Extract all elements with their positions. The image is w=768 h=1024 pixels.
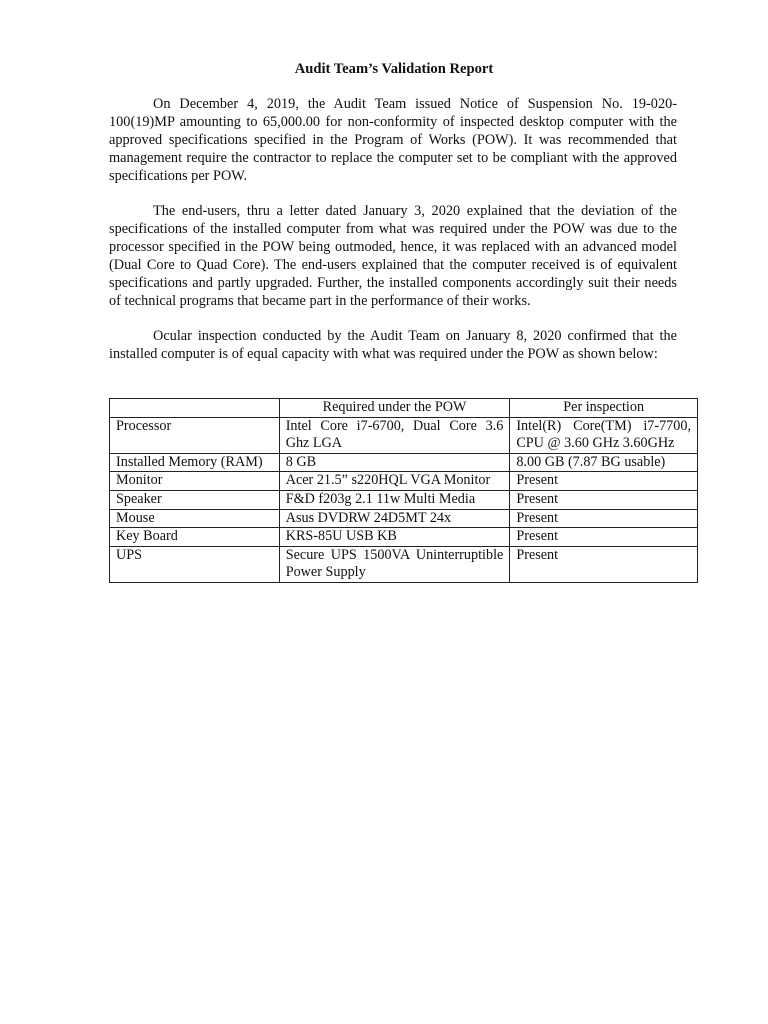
paragraph-ocular-inspection: Ocular inspection conducted by the Audit Team on January 8, 2020 confirmed that the installed computer is of equal capacity with what was required under the POW as shown below: <box>109 328 677 362</box>
table-row <box>110 546 698 582</box>
table-cell-inspection: Present <box>510 528 698 547</box>
table-cell-component: Speaker <box>110 490 280 509</box>
report-title: Audit Team’s Validation Report <box>294 61 494 77</box>
table-cell-component: Mouse <box>110 509 280 528</box>
table-header-inspection: Per inspection <box>510 399 698 418</box>
table-header-required: Required under the POW <box>279 399 510 418</box>
table-cell-component: Key Board <box>110 528 280 547</box>
table-cell-required: KRS-85U USB KB <box>279 528 510 547</box>
table-row <box>110 472 698 491</box>
table-cell-inspection: Intel(R) Core(TM) i7-7700, CPU @ 3.60 GHz 3.60GHz <box>510 417 698 453</box>
table-cell-component: UPS <box>110 546 280 582</box>
table-cell-inspection: Present <box>510 490 698 509</box>
table-cell-component: Monitor <box>110 472 280 491</box>
table-cell-inspection: 8.00 GB (7.87 BG usable) <box>510 453 698 472</box>
table-cell-component: Installed Memory (RAM) <box>110 453 280 472</box>
table-header-row <box>110 399 698 418</box>
table-row <box>110 417 698 453</box>
table-cell-component: Processor <box>110 417 280 453</box>
table-row <box>110 528 698 547</box>
table-cell-required: Acer 21.5” s220HQL VGA Monitor <box>279 472 510 491</box>
table-cell-required: Asus DVDRW 24D5MT 24x <box>279 509 510 528</box>
table-cell-inspection: Present <box>510 472 698 491</box>
specifications-table <box>109 398 698 583</box>
paragraph-end-users-explanation: The end-users, thru a letter dated January 3, 2020 explained that the deviation of the specifications of the installed computer from what was required under the POW was due to the processor specified in the POW being outmoded, hence, it was replaced with an advanced model (Dual Core to Quad Core). The end-users explained that the computer received is of equivalent specifications and partly upgraded. Further, the installed components accordingly suit their needs of technical programs that became part in the performance of their works. <box>109 203 677 309</box>
table-cell-required: F&D f203g 2.1 11w Multi Media <box>279 490 510 509</box>
table-cell-inspection: Present <box>510 546 698 582</box>
table-cell-required: Secure UPS 1500VA Uninterruptible Power Supply <box>279 546 510 582</box>
table-cell-required: 8 GB <box>279 453 510 472</box>
table-header-component <box>110 399 280 418</box>
table-row <box>110 453 698 472</box>
paragraph-notice-of-suspension: On December 4, 2019, the Audit Team issued Notice of Suspension No. 19-020-100(19)MP amounting to 65,000.00 for non-conformity of inspected desktop computer with the approved specifications specified in the Program of Works (POW). It was recommended that management require the contractor to replace the computer set to be compliant with the approved specifications per POW. <box>109 96 677 184</box>
table-row <box>110 509 698 528</box>
table-cell-inspection: Present <box>510 509 698 528</box>
table-row <box>110 490 698 509</box>
table-cell-required: Intel Core i7-6700, Dual Core 3.6 Ghz LGA <box>279 417 510 453</box>
